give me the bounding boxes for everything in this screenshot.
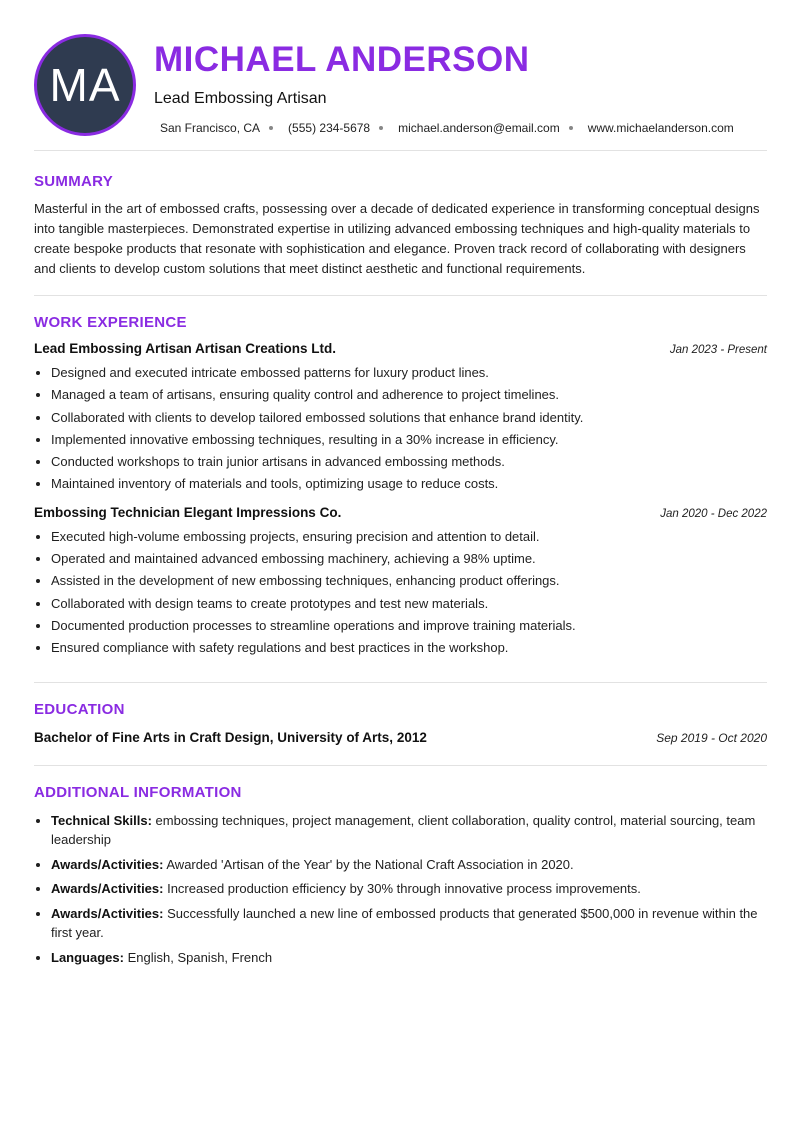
divider: [34, 150, 767, 151]
summary-section: [34, 173, 767, 279]
list-item: [51, 904, 767, 943]
item-label: Awards/Activities:: [51, 881, 164, 897]
job-date: Jan 2020 - Dec 2022: [660, 507, 767, 520]
experience-section: [34, 314, 767, 660]
list-item: [51, 855, 767, 875]
list-item: • Collaborated with design teams to create prototypes and test new materials.: [51, 593, 767, 615]
job-header: [34, 341, 767, 356]
divider: [34, 682, 767, 683]
job-bullets: [34, 362, 767, 496]
education-degree: Bachelor of Fine Arts in Craft Design, University of Arts, 2012: [34, 729, 427, 745]
item-label: Awards/Activities:: [51, 905, 164, 921]
list-item: • Maintained inventory of materials and tools, optimizing usage to reduce costs.: [51, 473, 767, 495]
divider: [34, 295, 767, 296]
job-entry: [34, 505, 767, 660]
education-entry: [34, 730, 767, 745]
contact-email[interactable]: michael.anderson@email.com: [398, 121, 560, 135]
list-item: [51, 948, 767, 968]
list-item: • Operated and maintained advanced embossing machinery, achieving a 98% uptime.: [51, 548, 767, 570]
list-item: • Documented production processes to streamline operations and improve training materials.: [51, 615, 767, 637]
job-bullets: [34, 526, 767, 660]
item-text: Successfully launched a new line of embossed products that generated $500,000 in revenue within the first year.: [51, 905, 758, 941]
job-role: Embossing Technician Elegant Impressions Co.: [34, 504, 342, 520]
job-header: [34, 505, 767, 520]
contact-bar: [160, 121, 734, 135]
item-label: Technical Skills:: [51, 812, 152, 828]
list-item: • Collaborated with clients to develop tailored embossed solutions that enhance brand identity.: [51, 407, 767, 429]
list-item: • Executed high-volume embossing projects, ensuring precision and attention to detail.: [51, 526, 767, 548]
candidate-title: Lead Embossing Artisan: [154, 90, 327, 107]
avatar: [34, 34, 136, 136]
dot-separator-icon: [379, 126, 383, 130]
dot-separator-icon: [269, 126, 273, 130]
section-title-education: EDUCATION: [34, 700, 125, 718]
dot-separator-icon: [569, 126, 573, 130]
candidate-name: MICHAEL ANDERSON: [154, 40, 530, 79]
avatar-initials: MA: [49, 59, 121, 111]
additional-list: [34, 811, 767, 968]
list-item: [51, 811, 767, 850]
contact-phone: (555) 234-5678: [288, 121, 371, 135]
section-title-experience: WORK EXPERIENCE: [34, 314, 187, 331]
education-section: [34, 701, 767, 745]
education-date: Sep 2019 - Oct 2020: [656, 730, 767, 745]
item-text: English, Spanish, French: [123, 949, 273, 965]
list-item: • Ensured compliance with safety regulations and best practices in the workshop.: [51, 637, 767, 659]
additional-section: [34, 784, 767, 968]
item-text: Increased production efficiency by 30% through innovative process improvements.: [163, 881, 641, 897]
list-item: • Conducted workshops to train junior artisans in advanced embossing methods.: [51, 451, 767, 473]
list-item: [51, 879, 767, 899]
contact-location: San Francisco, CA: [160, 121, 261, 135]
resume-page: [34, 34, 767, 972]
item-text: Awarded 'Artisan of the Year' by the National Craft Association in 2020.: [163, 856, 574, 872]
list-item: • Assisted in the development of new embossing techniques, enhancing product offerings.: [51, 570, 767, 592]
list-item: • Designed and executed intricate embossed patterns for luxury product lines.: [51, 362, 767, 384]
job-entry: [34, 341, 767, 496]
section-title-additional: ADDITIONAL INFORMATION: [34, 783, 242, 801]
item-label: Languages:: [51, 949, 124, 965]
item-text: embossing techniques, project management, client collaboration, quality control, material sourcing, team leadership: [51, 812, 756, 848]
job-role: Lead Embossing Artisan Artisan Creations Ltd.: [34, 341, 337, 356]
summary-text: Masterful in the art of embossed crafts, possessing over a decade of dedicated experience in transforming conceptual designs into tangible masterpieces. Demonstrated expertise in utilizing advanced embossing techniques and high-quality materials to create bespoke products that resonate with sophistication and elegance. Proven track record of collaborating with designers and clients to develop custom solutions that meet distinct aesthetic and functional requirements.: [34, 201, 760, 276]
divider: [34, 765, 767, 766]
item-label: Awards/Activities:: [51, 856, 164, 872]
list-item: • Implemented innovative embossing techniques, resulting in a 30% increase in efficiency.: [51, 429, 767, 451]
section-title-summary: SUMMARY: [34, 173, 114, 190]
list-item: • Managed a team of artisans, ensuring quality control and adherence to project timelines.: [51, 384, 767, 406]
job-date: Jan 2023 - Present: [669, 344, 767, 356]
contact-website[interactable]: www.michaelanderson.com: [587, 121, 734, 135]
resume-header: [34, 34, 767, 138]
